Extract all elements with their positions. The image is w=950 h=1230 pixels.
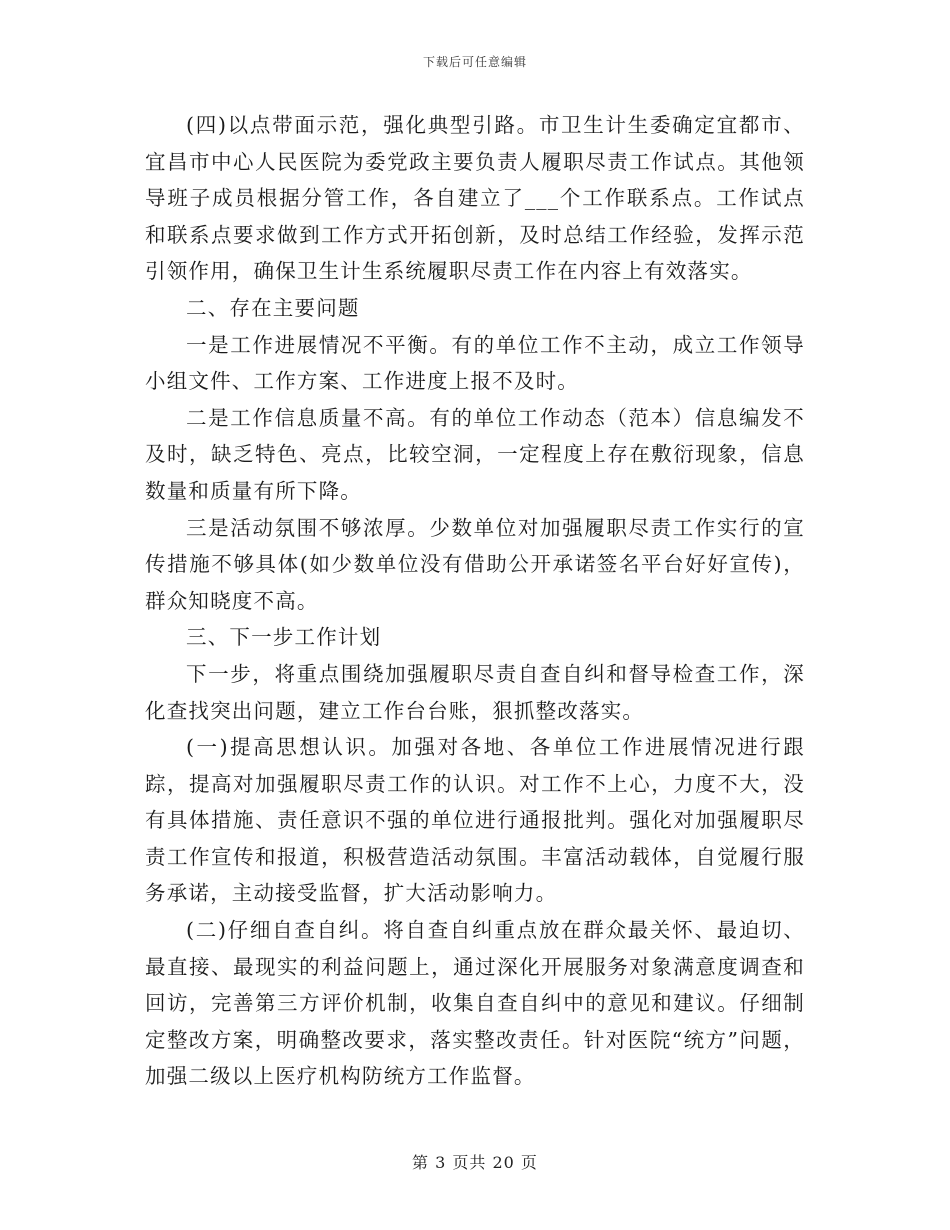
paragraph-self-inspection: (二)仔细自查自纠。将自查自纠重点放在群众最关怀、最迫切、最直接、最现实的利益问题上，通过深化开展服务对象满意度调查和回访，完善第三方评价机制，收集自查自纠中的意见和建议。仔细制定整改方案，明确整改要求，落实整改责任。针对医院“统方”问题，加强二级以上医疗机构防统方工作监督。 xyxy=(145,918,805,1089)
paragraph-raise-awareness: (一)提高思想认识。加强对各地、各单位工作进展情况进行跟踪，提高对加强履职尽责工作的认识。对工作不上心，力度不大，没有具体措施、责任意识不强的单位进行通报批判。强化对加强履职尽责工作宣传和报道，积极营造活动氛围。丰富活动载体，自觉履行服务承诺，主动接受监督，扩大活动影响力。 xyxy=(145,735,805,906)
page-number-footer: 第 3 页共 20 页 xyxy=(412,1153,538,1172)
paragraph-problem-one: 一是工作进展情况不平衡。有的单位工作不主动，成立工作领导小组文件、工作方案、工作进度上报不及时。 xyxy=(145,332,805,394)
paragraph-problem-two: 二是工作信息质量不高。有的单位工作动态（范本）信息编发不及时，缺乏特色、亮点，比较空洞，一定程度上存在敷衍现象，信息数量和质量有所下降。 xyxy=(145,405,805,503)
page-header: 下载后可任意编辑 xyxy=(422,55,527,69)
paragraph-pilot-points: (四)以点带面示范，强化典型引路。市卫生计生委确定宜都市、宜昌市中心人民医院为委党政主要负责人履职尽责工作试点。其他领导班子成员根据分管工作，各自建立了___个工作联系点。工作试点和联系点要求做到工作方式开拓创新，及时总结工作经验，发挥示范引领作用，确保卫生计生系统履职尽责工作在内容上有效落实。 xyxy=(145,113,805,284)
paragraph-next-steps-intro: 下一步，将重点围绕加强履职尽责自查自纠和督导检查工作，深化查找突出问题，建立工作台台账，狠抓整改落实。 xyxy=(145,661,805,723)
paragraph-problem-three: 三是活动氛围不够浓厚。少数单位对加强履职尽责工作实行的宣传措施不够具体(如少数单位没有借助公开承诺签名平台好好宣传)，群众知晓度不高。 xyxy=(145,515,805,613)
section-heading-main-problems: 二、存在主要问题 xyxy=(186,295,360,320)
section-heading-next-steps: 三、下一步工作计划 xyxy=(186,625,382,650)
document-body xyxy=(145,107,805,1095)
